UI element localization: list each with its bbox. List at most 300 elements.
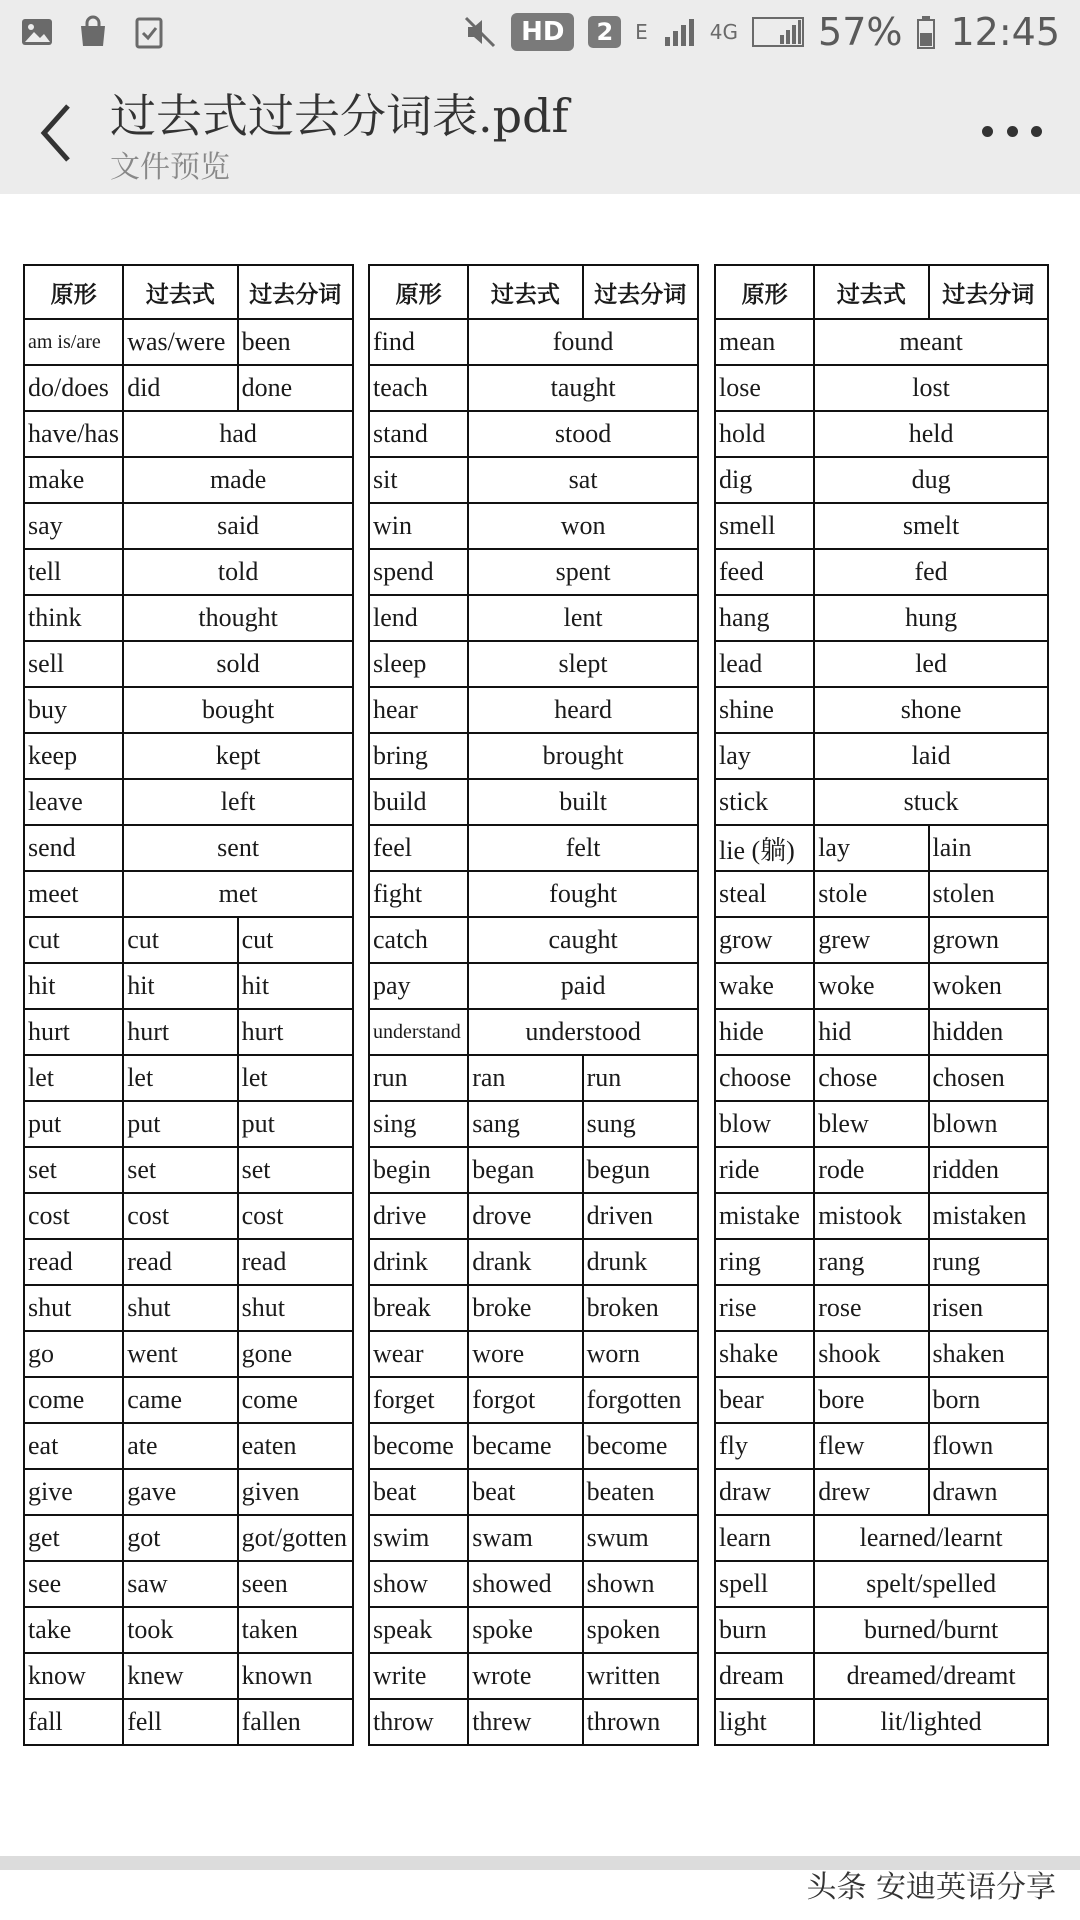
table-row — [369, 1331, 698, 1377]
past-form-cell: lent — [468, 595, 698, 641]
table-row — [715, 1515, 1048, 1561]
table-row — [715, 1147, 1048, 1193]
base-form-cell: drive — [369, 1193, 468, 1239]
base-form-cell: blow — [715, 1101, 814, 1147]
base-form-cell: eat — [24, 1423, 123, 1469]
pdf-preview[interactable] — [23, 264, 1049, 1746]
base-form-cell: teach — [369, 365, 468, 411]
table-row — [715, 1469, 1048, 1515]
table-row — [715, 917, 1048, 963]
table-row — [715, 641, 1048, 687]
table-row — [369, 1469, 698, 1515]
past-form-cell: read — [123, 1239, 237, 1285]
base-form-cell: smell — [715, 503, 814, 549]
participle-cell: ridden — [929, 1147, 1048, 1193]
base-form-cell: cost — [24, 1193, 123, 1239]
base-form-cell: throw — [369, 1699, 468, 1745]
participle-cell: let — [238, 1055, 353, 1101]
participle-cell: mistaken — [929, 1193, 1048, 1239]
table-row — [24, 1377, 353, 1423]
base-form-cell: lie (躺) — [715, 825, 814, 871]
header-participle: 过去分词 — [238, 265, 353, 319]
past-form-cell: understood — [468, 1009, 698, 1055]
table-row — [715, 1423, 1048, 1469]
participle-cell: shaken — [929, 1331, 1048, 1377]
table-row — [24, 411, 353, 457]
base-form-cell: show — [369, 1561, 468, 1607]
participle-cell: stolen — [929, 871, 1048, 917]
past-form-cell: did — [123, 365, 237, 411]
past-form-cell: fed — [814, 549, 1048, 595]
hd-badge: HD — [511, 13, 574, 51]
base-form-cell: send — [24, 825, 123, 871]
header-base: 原形 — [24, 265, 123, 319]
table-row — [24, 1285, 353, 1331]
participle-cell: given — [238, 1469, 353, 1515]
base-form-cell: hurt — [24, 1009, 123, 1055]
table-row — [369, 1285, 698, 1331]
base-form-cell: burn — [715, 1607, 814, 1653]
base-form-cell: let — [24, 1055, 123, 1101]
table-row — [715, 365, 1048, 411]
participle-cell: run — [583, 1055, 698, 1101]
past-form-cell: drank — [468, 1239, 582, 1285]
base-form-cell: lose — [715, 365, 814, 411]
participle-cell: seen — [238, 1561, 353, 1607]
table-row — [369, 963, 698, 1009]
participle-cell: read — [238, 1239, 353, 1285]
base-form-cell: forget — [369, 1377, 468, 1423]
past-form-cell: broke — [468, 1285, 582, 1331]
base-form-cell: stand — [369, 411, 468, 457]
base-form-cell: understand — [369, 1009, 468, 1055]
participle-cell: drawn — [929, 1469, 1048, 1515]
past-form-cell: rode — [814, 1147, 928, 1193]
table-row — [24, 1055, 353, 1101]
base-form-cell: find — [369, 319, 468, 365]
past-form-cell: caught — [468, 917, 698, 963]
participle-cell: flown — [929, 1423, 1048, 1469]
past-form-cell: cost — [123, 1193, 237, 1239]
base-form-cell: mean — [715, 319, 814, 365]
base-form-cell: choose — [715, 1055, 814, 1101]
base-form-cell: ring — [715, 1239, 814, 1285]
past-form-cell: drew — [814, 1469, 928, 1515]
past-form-cell: threw — [468, 1699, 582, 1745]
base-form-cell: stick — [715, 779, 814, 825]
base-form-cell: begin — [369, 1147, 468, 1193]
past-form-cell: laid — [814, 733, 1048, 779]
base-form-cell: go — [24, 1331, 123, 1377]
clipboard-check-icon — [132, 15, 166, 49]
participle-cell: drunk — [583, 1239, 698, 1285]
base-form-cell: fly — [715, 1423, 814, 1469]
past-form-cell: bore — [814, 1377, 928, 1423]
network-e-label: E — [635, 20, 648, 44]
table-row — [369, 871, 698, 917]
battery-icon — [916, 15, 936, 49]
table-row — [715, 457, 1048, 503]
past-form-cell: got — [123, 1515, 237, 1561]
table-row — [24, 1653, 353, 1699]
table-row — [369, 1607, 698, 1653]
base-form-cell: shut — [24, 1285, 123, 1331]
table-row — [369, 1423, 698, 1469]
back-button[interactable] — [30, 98, 86, 168]
past-form-cell: mistook — [814, 1193, 928, 1239]
base-form-cell: ride — [715, 1147, 814, 1193]
past-form-cell: came — [123, 1377, 237, 1423]
base-form-cell: bear — [715, 1377, 814, 1423]
past-form-cell: thought — [123, 595, 353, 641]
past-form-cell: found — [468, 319, 698, 365]
header-past: 过去式 — [814, 265, 928, 319]
past-form-cell: lit/lighted — [814, 1699, 1048, 1745]
base-form-cell: steal — [715, 871, 814, 917]
participle-cell: been — [238, 319, 353, 365]
table-row — [369, 733, 698, 779]
base-form-cell: beat — [369, 1469, 468, 1515]
participle-cell: woken — [929, 963, 1048, 1009]
participle-cell: forgotten — [583, 1377, 698, 1423]
table-row — [715, 687, 1048, 733]
past-form-cell: took — [123, 1607, 237, 1653]
past-form-cell: flew — [814, 1423, 928, 1469]
participle-cell: thrown — [583, 1699, 698, 1745]
past-form-cell: let — [123, 1055, 237, 1101]
table-row — [715, 1561, 1048, 1607]
past-form-cell: put — [123, 1101, 237, 1147]
base-form-cell: fight — [369, 871, 468, 917]
base-form-cell: mistake — [715, 1193, 814, 1239]
participle-cell: rung — [929, 1239, 1048, 1285]
past-form-cell: shone — [814, 687, 1048, 733]
past-form-cell: stole — [814, 871, 928, 917]
past-form-cell: knew — [123, 1653, 237, 1699]
participle-cell: come — [238, 1377, 353, 1423]
base-form-cell: hold — [715, 411, 814, 457]
base-form-cell: keep — [24, 733, 123, 779]
base-form-cell: draw — [715, 1469, 814, 1515]
base-form-cell: give — [24, 1469, 123, 1515]
header-past: 过去式 — [468, 265, 582, 319]
base-form-cell: pay — [369, 963, 468, 1009]
past-form-cell: learned/learnt — [814, 1515, 1048, 1561]
table-row — [24, 1147, 353, 1193]
header-participle: 过去分词 — [929, 265, 1048, 319]
table-row — [24, 917, 353, 963]
participle-cell: shut — [238, 1285, 353, 1331]
file-subtitle: 文件预览 — [110, 150, 230, 185]
table-row — [24, 1009, 353, 1055]
table-row — [715, 1377, 1048, 1423]
past-form-cell: sold — [123, 641, 353, 687]
base-form-cell: drink — [369, 1239, 468, 1285]
base-form-cell: sell — [24, 641, 123, 687]
base-form-cell: swim — [369, 1515, 468, 1561]
base-form-cell: sleep — [369, 641, 468, 687]
past-form-cell: chose — [814, 1055, 928, 1101]
participle-cell: taken — [238, 1607, 353, 1653]
battery-percent: 57% — [818, 10, 903, 54]
table-row — [715, 411, 1048, 457]
past-form-cell: gave — [123, 1469, 237, 1515]
base-form-cell: catch — [369, 917, 468, 963]
past-form-cell: stuck — [814, 779, 1048, 825]
past-form-cell: built — [468, 779, 698, 825]
participle-cell: spoken — [583, 1607, 698, 1653]
base-form-cell: fall — [24, 1699, 123, 1745]
past-form-cell: hurt — [123, 1009, 237, 1055]
past-form-cell: fought — [468, 871, 698, 917]
participle-cell: worn — [583, 1331, 698, 1377]
table-row — [24, 1561, 353, 1607]
base-form-cell: see — [24, 1561, 123, 1607]
table-row — [715, 1239, 1048, 1285]
base-form-cell: tell — [24, 549, 123, 595]
table-row — [369, 1515, 698, 1561]
table-row — [24, 1193, 353, 1239]
base-form-cell: come — [24, 1377, 123, 1423]
past-form-cell: said — [123, 503, 353, 549]
past-form-cell: had — [123, 411, 353, 457]
past-form-cell: beat — [468, 1469, 582, 1515]
watermark: 头条 安迪英语分享 — [806, 1870, 1056, 1905]
table-row — [369, 1055, 698, 1101]
table-row — [369, 1101, 698, 1147]
past-form-cell: grew — [814, 917, 928, 963]
past-form-cell: woke — [814, 963, 928, 1009]
mute-icon — [463, 15, 497, 49]
table-row — [24, 457, 353, 503]
base-form-cell: cut — [24, 917, 123, 963]
base-form-cell: do/does — [24, 365, 123, 411]
base-form-cell: set — [24, 1147, 123, 1193]
participle-cell: hit — [238, 963, 353, 1009]
clock: 12:45 — [950, 10, 1060, 54]
base-form-cell: run — [369, 1055, 468, 1101]
header-participle: 过去分词 — [583, 265, 698, 319]
participle-cell: broken — [583, 1285, 698, 1331]
base-form-cell: grow — [715, 917, 814, 963]
past-form-cell: saw — [123, 1561, 237, 1607]
table-row — [715, 1653, 1048, 1699]
table-row — [715, 1009, 1048, 1055]
base-form-cell: have/has — [24, 411, 123, 457]
base-form-cell: bring — [369, 733, 468, 779]
base-form-cell: think — [24, 595, 123, 641]
past-form-cell: ran — [468, 1055, 582, 1101]
participle-cell: shown — [583, 1561, 698, 1607]
participle-cell: become — [583, 1423, 698, 1469]
app-header — [0, 64, 1080, 194]
table-row — [24, 1423, 353, 1469]
table-row — [24, 595, 353, 641]
base-form-cell: know — [24, 1653, 123, 1699]
base-form-cell: shake — [715, 1331, 814, 1377]
past-form-cell: left — [123, 779, 353, 825]
base-form-cell: make — [24, 457, 123, 503]
participle-cell: lain — [929, 825, 1048, 871]
network-4g-label: 4G — [709, 20, 739, 44]
base-form-cell: learn — [715, 1515, 814, 1561]
past-form-cell: set — [123, 1147, 237, 1193]
table-row — [715, 319, 1048, 365]
participle-cell: blown — [929, 1101, 1048, 1147]
base-form-cell: say — [24, 503, 123, 549]
table-row — [24, 825, 353, 871]
table-row — [24, 1607, 353, 1653]
past-form-cell: won — [468, 503, 698, 549]
past-form-cell: dreamed/dreamt — [814, 1653, 1048, 1699]
past-form-cell: sat — [468, 457, 698, 503]
past-form-cell: spelt/spelled — [814, 1561, 1048, 1607]
table-row — [369, 825, 698, 871]
table-row — [369, 595, 698, 641]
table-row — [369, 641, 698, 687]
past-form-cell: wore — [468, 1331, 582, 1377]
past-form-cell: stood — [468, 411, 698, 457]
table-row — [24, 549, 353, 595]
more-options-button[interactable] — [982, 116, 1042, 146]
base-form-cell: lend — [369, 595, 468, 641]
table-row — [369, 1009, 698, 1055]
header-past: 过去式 — [123, 265, 237, 319]
base-form-cell: put — [24, 1101, 123, 1147]
table-row — [24, 871, 353, 917]
past-form-cell: dug — [814, 457, 1048, 503]
participle-cell: gone — [238, 1331, 353, 1377]
image-icon — [20, 15, 54, 49]
participle-cell: risen — [929, 1285, 1048, 1331]
past-form-cell: spoke — [468, 1607, 582, 1653]
table-row — [24, 1469, 353, 1515]
verb-table-1 — [23, 264, 354, 1746]
past-form-cell: kept — [123, 733, 353, 779]
table-row — [369, 687, 698, 733]
table-row — [369, 365, 698, 411]
past-form-cell: held — [814, 411, 1048, 457]
header-base: 原形 — [715, 265, 814, 319]
more-dot-icon — [982, 126, 993, 137]
status-bar — [0, 0, 1080, 64]
table-row — [369, 503, 698, 549]
base-form-cell: buy — [24, 687, 123, 733]
table-row — [24, 1699, 353, 1745]
base-form-cell: speak — [369, 1607, 468, 1653]
base-form-cell: become — [369, 1423, 468, 1469]
participle-cell: eaten — [238, 1423, 353, 1469]
table-row — [24, 319, 353, 365]
participle-cell: chosen — [929, 1055, 1048, 1101]
past-form-cell: went — [123, 1331, 237, 1377]
more-dot-icon — [1031, 126, 1042, 137]
table-row — [369, 1147, 698, 1193]
base-form-cell: dig — [715, 457, 814, 503]
table-row — [715, 1101, 1048, 1147]
sim-badge: 2 — [588, 16, 621, 48]
participle-cell: set — [238, 1147, 353, 1193]
table-row — [715, 503, 1048, 549]
base-form-cell: win — [369, 503, 468, 549]
table-row — [24, 733, 353, 779]
table-row — [24, 1515, 353, 1561]
table-row — [369, 1239, 698, 1285]
past-form-cell: rang — [814, 1239, 928, 1285]
past-form-cell: was/were — [123, 319, 237, 365]
file-title: 过去式过去分词表.pdf — [110, 89, 569, 143]
past-form-cell: sent — [123, 825, 353, 871]
base-form-cell: hang — [715, 595, 814, 641]
table-row — [369, 411, 698, 457]
verb-table-2 — [368, 264, 699, 1746]
past-form-cell: slept — [468, 641, 698, 687]
past-form-cell: taught — [468, 365, 698, 411]
table-row — [24, 1331, 353, 1377]
table-row — [24, 963, 353, 1009]
chevron-left-icon — [30, 98, 86, 168]
signal-4g-icon — [752, 15, 804, 49]
more-dot-icon — [1007, 126, 1018, 137]
table-row — [715, 963, 1048, 1009]
past-form-cell: drove — [468, 1193, 582, 1239]
base-form-cell: get — [24, 1515, 123, 1561]
participle-cell: fallen — [238, 1699, 353, 1745]
base-form-cell: read — [24, 1239, 123, 1285]
table-row — [369, 1193, 698, 1239]
past-form-cell: swam — [468, 1515, 582, 1561]
signal-icon — [662, 15, 696, 49]
table-row — [24, 365, 353, 411]
table-row — [369, 1561, 698, 1607]
past-form-cell: made — [123, 457, 353, 503]
base-form-cell: light — [715, 1699, 814, 1745]
past-form-cell: paid — [468, 963, 698, 1009]
past-form-cell: brought — [468, 733, 698, 779]
past-form-cell: began — [468, 1147, 582, 1193]
base-form-cell: hear — [369, 687, 468, 733]
base-form-cell: shine — [715, 687, 814, 733]
past-form-cell: told — [123, 549, 353, 595]
past-form-cell: wrote — [468, 1653, 582, 1699]
participle-cell: swum — [583, 1515, 698, 1561]
participle-cell: begun — [583, 1147, 698, 1193]
participle-cell: hurt — [238, 1009, 353, 1055]
past-form-cell: burned/burnt — [814, 1607, 1048, 1653]
table-row — [24, 687, 353, 733]
past-form-cell: shook — [814, 1331, 928, 1377]
table-row — [369, 457, 698, 503]
base-form-cell: sing — [369, 1101, 468, 1147]
participle-cell: sung — [583, 1101, 698, 1147]
base-form-cell: rise — [715, 1285, 814, 1331]
participle-cell: driven — [583, 1193, 698, 1239]
base-form-cell: lay — [715, 733, 814, 779]
base-form-cell: spell — [715, 1561, 814, 1607]
verb-table-3 — [714, 264, 1049, 1746]
base-form-cell: dream — [715, 1653, 814, 1699]
participle-cell: put — [238, 1101, 353, 1147]
table-row — [369, 549, 698, 595]
past-form-cell: lay — [814, 825, 928, 871]
table-row — [715, 1699, 1048, 1745]
status-right — [463, 10, 1060, 54]
bag-icon — [76, 15, 110, 49]
table-row — [715, 1285, 1048, 1331]
table-row — [715, 779, 1048, 825]
base-form-cell: leave — [24, 779, 123, 825]
base-form-cell: spend — [369, 549, 468, 595]
